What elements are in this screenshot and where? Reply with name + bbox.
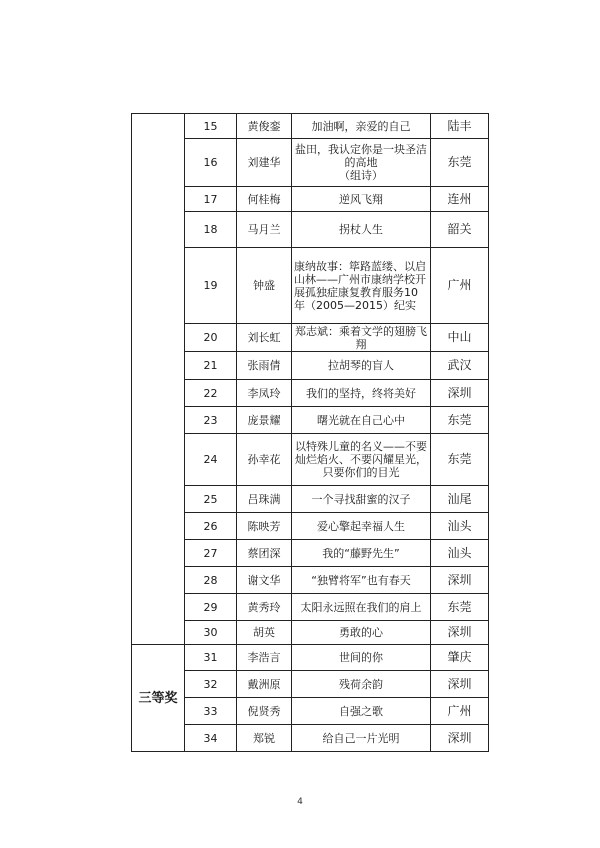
work-title: 拉胡琴的盲人 xyxy=(292,352,431,380)
work-title: “独臂将军”也有春天 xyxy=(292,567,431,594)
award-table xyxy=(131,113,489,752)
row-number: 34 xyxy=(185,725,237,752)
table-row xyxy=(132,671,489,698)
author-name: 李凤玲 xyxy=(237,380,292,407)
table-row xyxy=(132,248,489,324)
work-title: 给自己一片光明 xyxy=(292,725,431,752)
row-number: 23 xyxy=(185,407,237,434)
row-number: 29 xyxy=(185,594,237,621)
author-name: 庞景耀 xyxy=(237,407,292,434)
row-number: 17 xyxy=(185,187,237,212)
work-title: 曙光就在自己心中 xyxy=(292,407,431,434)
table-row xyxy=(132,567,489,594)
city: 深圳 xyxy=(431,567,489,594)
author-name: 郑锐 xyxy=(237,725,292,752)
work-title: 我们的坚持，终将美好 xyxy=(292,380,431,407)
work-title: 爱心擎起幸福人生 xyxy=(292,513,431,540)
work-title: 康纳故事：筚路蓝缕、以启山林——广州市康纳学校开展孤独症康复教育服务10年（2005—2015）纪实 xyxy=(292,248,431,324)
author-name: 谢文华 xyxy=(237,567,292,594)
author-name: 李浩言 xyxy=(237,645,292,671)
grade-third: 三等奖 xyxy=(132,645,185,752)
row-number: 32 xyxy=(185,671,237,698)
author-name: 胡英 xyxy=(237,621,292,645)
city: 连州 xyxy=(431,187,489,212)
author-name: 吕珠满 xyxy=(237,486,292,513)
author-name: 张雨倩 xyxy=(237,352,292,380)
city: 东莞 xyxy=(431,434,489,486)
city: 广州 xyxy=(431,698,489,725)
work-title: 太阳永远照在我们的肩上 xyxy=(292,594,431,621)
city: 汕头 xyxy=(431,540,489,567)
row-number: 27 xyxy=(185,540,237,567)
author-name: 陈映芳 xyxy=(237,513,292,540)
table-row xyxy=(132,187,489,212)
table-row xyxy=(132,594,489,621)
row-number: 28 xyxy=(185,567,237,594)
city: 广州 xyxy=(431,248,489,324)
work-title: 残荷余韵 xyxy=(292,671,431,698)
work-title: 我的“藤野先生” xyxy=(292,540,431,567)
city: 韶关 xyxy=(431,212,489,248)
table-row xyxy=(132,434,489,486)
row-number: 33 xyxy=(185,698,237,725)
row-number: 26 xyxy=(185,513,237,540)
city: 汕尾 xyxy=(431,486,489,513)
author-name: 倪贤秀 xyxy=(237,698,292,725)
row-number: 15 xyxy=(185,114,237,139)
table-row xyxy=(132,698,489,725)
city: 深圳 xyxy=(431,725,489,752)
author-name: 蔡团深 xyxy=(237,540,292,567)
city: 汕头 xyxy=(431,513,489,540)
city: 深圳 xyxy=(431,671,489,698)
city: 陆丰 xyxy=(431,114,489,139)
city: 东莞 xyxy=(431,407,489,434)
author-name: 戴洲原 xyxy=(237,671,292,698)
row-number: 18 xyxy=(185,212,237,248)
author-name: 黄秀玲 xyxy=(237,594,292,621)
author-name: 刘建华 xyxy=(237,139,292,187)
author-name: 何桂梅 xyxy=(237,187,292,212)
city: 深圳 xyxy=(431,380,489,407)
table-row xyxy=(132,725,489,752)
work-title: 盐田，我认定你是一块圣洁的高地 （组诗） xyxy=(292,139,431,187)
table-row xyxy=(132,114,489,139)
page-number: 4 xyxy=(297,797,303,807)
city: 武汉 xyxy=(431,352,489,380)
city: 东莞 xyxy=(431,594,489,621)
table-row xyxy=(132,324,489,352)
table-row xyxy=(132,645,489,671)
author-name: 马月兰 xyxy=(237,212,292,248)
grade-cell-second-continued xyxy=(132,114,185,645)
table-row xyxy=(132,486,489,513)
author-name: 刘长虹 xyxy=(237,324,292,352)
table-row xyxy=(132,380,489,407)
city: 肇庆 xyxy=(431,645,489,671)
city: 中山 xyxy=(431,324,489,352)
row-number: 21 xyxy=(185,352,237,380)
work-title: 郑志斌：乘着文学的翅膀飞翔 xyxy=(292,324,431,352)
row-number: 24 xyxy=(185,434,237,486)
work-title: 世间的你 xyxy=(292,645,431,671)
table-row xyxy=(132,407,489,434)
row-number: 22 xyxy=(185,380,237,407)
table-row xyxy=(132,139,489,187)
work-title: 勇敢的心 xyxy=(292,621,431,645)
row-number: 19 xyxy=(185,248,237,324)
city: 东莞 xyxy=(431,139,489,187)
work-title: 自强之歌 xyxy=(292,698,431,725)
work-title: 加油啊，亲爱的自己 xyxy=(292,114,431,139)
work-title: 逆风飞翔 xyxy=(292,187,431,212)
table-row xyxy=(132,212,489,248)
work-title: 以特殊儿童的名义——不要灿烂焰火、不要闪耀星光，只要你们的目光 xyxy=(292,434,431,486)
row-number: 25 xyxy=(185,486,237,513)
row-number: 20 xyxy=(185,324,237,352)
table-row xyxy=(132,540,489,567)
table-row xyxy=(132,621,489,645)
author-name: 钟盛 xyxy=(237,248,292,324)
work-title: 一个寻找甜蜜的汉子 xyxy=(292,486,431,513)
table-row xyxy=(132,352,489,380)
city: 深圳 xyxy=(431,621,489,645)
table-row xyxy=(132,513,489,540)
row-number: 16 xyxy=(185,139,237,187)
work-title: 拐杖人生 xyxy=(292,212,431,248)
author-name: 孙幸花 xyxy=(237,434,292,486)
row-number: 31 xyxy=(185,645,237,671)
author-name: 黄俊銮 xyxy=(237,114,292,139)
row-number: 30 xyxy=(185,621,237,645)
